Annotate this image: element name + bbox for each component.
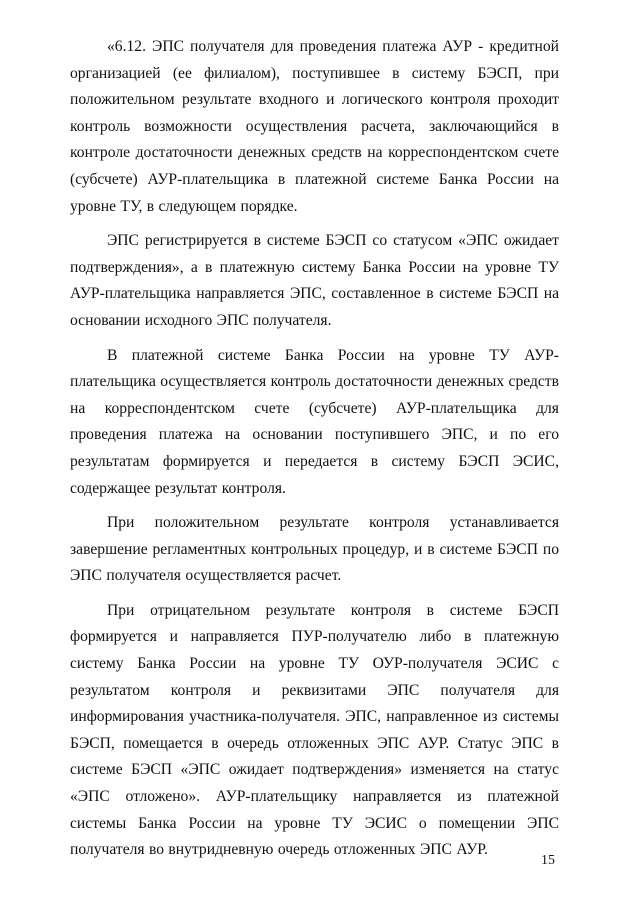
paragraph-registration: ЭПС регистрируется в системе БЭСП со статусом «ЭПС ожидает подтверждения», а в платежную систему Банка России на уровне ТУ АУР-плательщика направляется ЭПС, составленное в системе БЭСП на основании исходного ЭПС получателя. xyxy=(70,232,559,329)
paragraph-negative-result: При отрицательном результате контроля в системе БЭСП формируется и направляется ПУР-получателю либо в платежную систему Банка России на уровне ТУ ОУР-получателя ЭСИС с результатом контроля и реквизитами ЭПС получателя для информирования участника-получателя. ЭПС, направленное из системы БЭСП, помещается в очередь отложенных ЭПС АУР. Статус ЭПС в системе БЭСП «ЭПС ожидает подтверждения» изменяется на статус «ЭПС отложено». АУР-плательщику направляется из платежной системы Банка России на уровне ТУ ЭСИС о помещении ЭПС получателя во внутридневную очередь отложенных ЭПС АУР. xyxy=(70,601,559,859)
paragraph-6-12-intro: «6.12. ЭПС получателя для проведения платежа АУР - кредитной организацией (ее филиалом), поступившее в систему БЭСП, при положительном результате входного и логического контроля проходит контроль возможности осуществления расчета, заключающийся в контроле достаточности денежных средств на корреспондентском счете (субсчете) АУР-плательщика в платежной системе Банка России на уровне ТУ, в следующем порядке. xyxy=(70,38,559,215)
paragraph-positive-result: При положительном результате контроля устанавливается завершение регламентных контрольных процедур, и в системе БЭСП по ЭПС получателя осуществляется расчет. xyxy=(70,514,559,585)
page-number: 15 xyxy=(541,853,555,868)
document-body xyxy=(70,34,559,864)
paragraph-funds-control: В платежной системе Банка России на уровне ТУ АУР-плательщика осуществляется контроль достаточности денежных средств на корреспондентском счете (субсчете) АУР-плательщика для проведения платежа на основании поступившего ЭПС, и по его результатам формируется и передается в систему БЭСП ЭСИС, содержащее результат контроля. xyxy=(70,346,559,497)
